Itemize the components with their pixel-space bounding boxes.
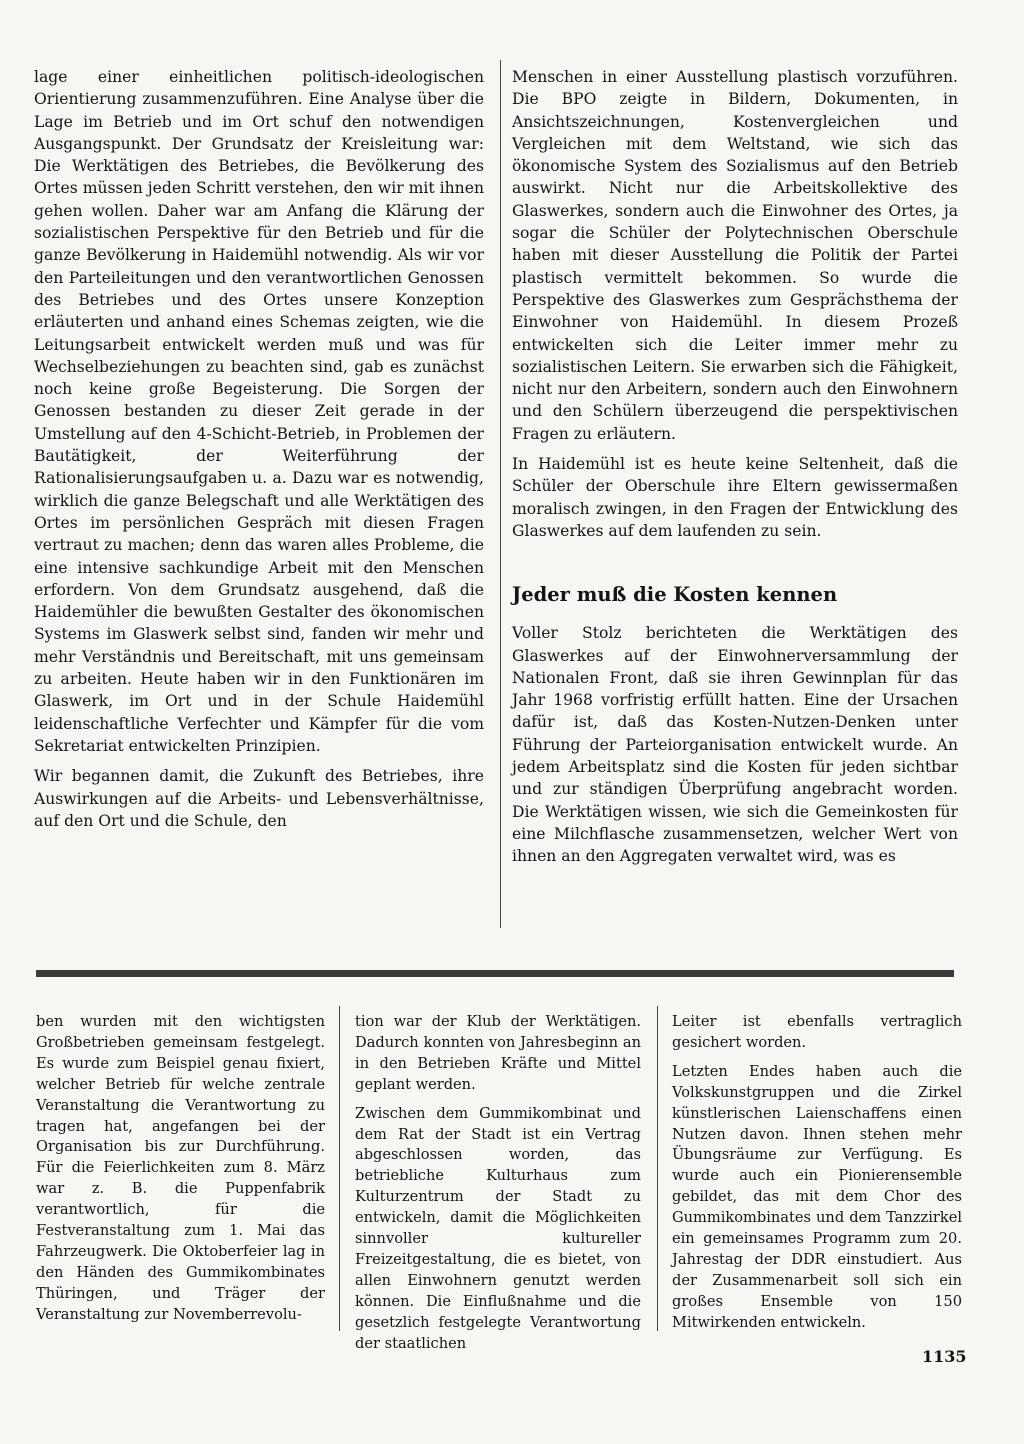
paragraph: Letzten Endes haben auch die Volkskunstgruppen und die Zirkel künstlerischen Laienschaffens einen Nutzen davon. Ihnen stehen mehr Übungsräume zur Verfügung. Es wurde auch ein Pionierensemble gebildet, das mit dem Chor des Gummikombinates und dem Tanzzirkel ein gemeinsames Programm zum 20. Jahrestag der DDR einstudiert. Aus der Zusammenarbeit soll sich ein großes Ensemble von 150 Mitwirkenden entwickeln.	[672, 1062, 962, 1331]
column-divider	[500, 60, 501, 928]
paragraph: In Haidemühl ist es heute keine Seltenheit, daß die Schüler der Oberschule ihre Eltern gewissermaßen moralisch zwingen, in den Fragen der Entwicklung des Glaswerkes auf dem laufenden zu sein.	[512, 455, 958, 540]
column-divider	[657, 1006, 658, 1331]
column-top-right	[512, 66, 958, 868]
paragraph: Leiter ist ebenfalls vertraglich gesichert worden.	[672, 1013, 962, 1051]
page-number: 1135	[922, 1347, 967, 1366]
paragraph: Voller Stolz berichteten die Werktätigen des Glaswerkes auf der Einwohnerversammlung der Nationalen Front, daß sie ihren Gewinnplan für das Jahr 1968 vorfristig erfüllt hatten. Eine der Ursachen dafür ist, daß das Kosten-Nutzen-Denken unter Führung der Parteiorganisation entwickelt wurde. An jedem Arbeitsplatz sind die Kosten für jeden sichtbar und zur ständigen Überprüfung angebracht worden. Die Werktätigen wissen, wie sich die Gemeinkosten für eine Milchflasche zusammensetzen, welcher Wert von ihnen an den Aggregaten verwaltet wird, was es	[512, 624, 958, 866]
column-top-left	[34, 66, 484, 832]
paragraph: Menschen in einer Ausstellung plastisch vorzuführen. Die BPO zeigte in Bildern, Dokumenten, in Ansichtszeichnungen, Kostenvergleichen und Vergleichen mit dem Weltstand, wie sich das ökonomische System des Sozialismus auf den Betrieb auswirkt. Nicht nur die Arbeitskollektive des Glaswerkes, sondern auch die Einwohner des Ortes, ja sogar die Schüler der Polytechnischen Oberschule haben mit dieser Ausstellung die Politik der Partei plastisch vermittelt bekommen. So wurde die Perspektive des Glaswerkes zum Gesprächsthema der Einwohner von Haidemühl. In diesem Prozeß entwickelten sich die Leiter immer mehr zu sozialistischen Leitern. Sie erwarben sich die Fähigkeit, nicht nur den Arbeitern, sondern auch den Einwohnern und den Schülern überzeugend die perspektivischen Fragen zu erläutern.	[512, 68, 958, 443]
column-bottom-1	[36, 1012, 325, 1326]
paragraph: Wir begannen damit, die Zukunft des Betriebes, ihre Auswirkungen auf die Arbeits- und Lebensverhältnisse, auf den Ort und die Schule, den	[34, 767, 484, 830]
column-bottom-2	[355, 1012, 641, 1355]
paragraph: Zwischen dem Gummikombinat und dem Rat der Stadt ist ein Vertrag abgeschlossen worden, das betriebliche Kulturhaus zum Kulturzentrum der Stadt zu entwickeln, damit die Möglichkeiten sinnvoller kultureller Freizeitgestaltung, die es bietet, von allen Einwohnern genutzt werden können. Die Einflußnahme und die gesetzlich festgelegte Verantwortung der staatlichen	[355, 1104, 641, 1352]
paragraph: tion war der Klub der Werktätigen. Dadurch konnten von Jahresbeginn an in den Betrieben Kräfte und Mittel geplant werden.	[355, 1013, 641, 1093]
column-divider	[339, 1006, 340, 1331]
column-bottom-3	[672, 1012, 962, 1334]
paragraph: lage einer einheitlichen politisch-ideologischen Orientierung zusammenzuführen. Eine Analyse über die Lage im Betrieb und im Ort schuf den notwendigen Ausgangspunkt. Der Grundsatz der Kreisleitung war: Die Werktätigen des Betriebes, die Bevölkerung des Ortes müssen jeden Schritt verstehen, den wir mit ihnen gehen wollen. Daher war am Anfang die Klärung der sozialistischen Perspektive für den Betrieb und für die ganze Bevölkerung in Haidemühl notwendig. Als wir vor den Parteileitungen und den verantwortlichen Genossen des Betriebes und des Ortes unsere Konzeption erläuterten und anhand eines Schemas zeigten, wie die Leitungsarbeit entwickelt werden muß und was für Wechselbeziehungen zu beachten sind, gab es zunächst noch keine große Begeisterung. Die Sorgen der Genossen bestanden zu dieser Zeit gerade in der Umstellung auf den 4-Schicht-Betrieb, in Problemen der Bautätigkeit, der Weiterführung der Rationalisierungsaufgaben u. a. Dazu war es notwendig, wirklich die ganze Belegschaft und alle Werktätigen des Ortes im persönlichen Gespräch mit diesen Fragen vertraut zu machen; denn das waren alles Probleme, die eine intensive sachkundige Arbeit mit den Menschen erfordern. Von dem Grundsatz ausgehend, daß die Haidemühler die bewußten Gestalter des ökonomischen Systems im Glaswerk selbst sind, fanden wir mehr und mehr Verständnis und Bereitschaft, mit uns gemeinsam zu arbeiten. Heute haben wir in den Funktionären im Glaswerk, im Ort und in der Schule Haidemühl leidenschaftliche Verfechter und Kämpfer für die vom Sekretariat entwickelten Prinzipien.	[34, 68, 484, 755]
paragraph: ben wurden mit den wichtigsten Großbetrieben gemeinsam festgelegt. Es wurde zum Beispiel genau fixiert, welcher Betrieb für welche zentrale Veranstaltung die Verantwortung zu tragen hat, angefangen bei der Organisation bis zur Durchführung. Für die Feierlichkeiten zum 8. März war z. B. die Puppenfabrik verantwortlich, für die Festveranstaltung zum 1. Mai das Fahrzeugwerk. Die Oktoberfeier lag in den Händen des Gummikombinates Thüringen, und Träger der Veranstaltung zur Novemberrevolu-	[36, 1013, 325, 1323]
horizontal-divider	[36, 970, 954, 977]
section-heading: Jeder muß die Kosten kennen	[512, 583, 838, 607]
